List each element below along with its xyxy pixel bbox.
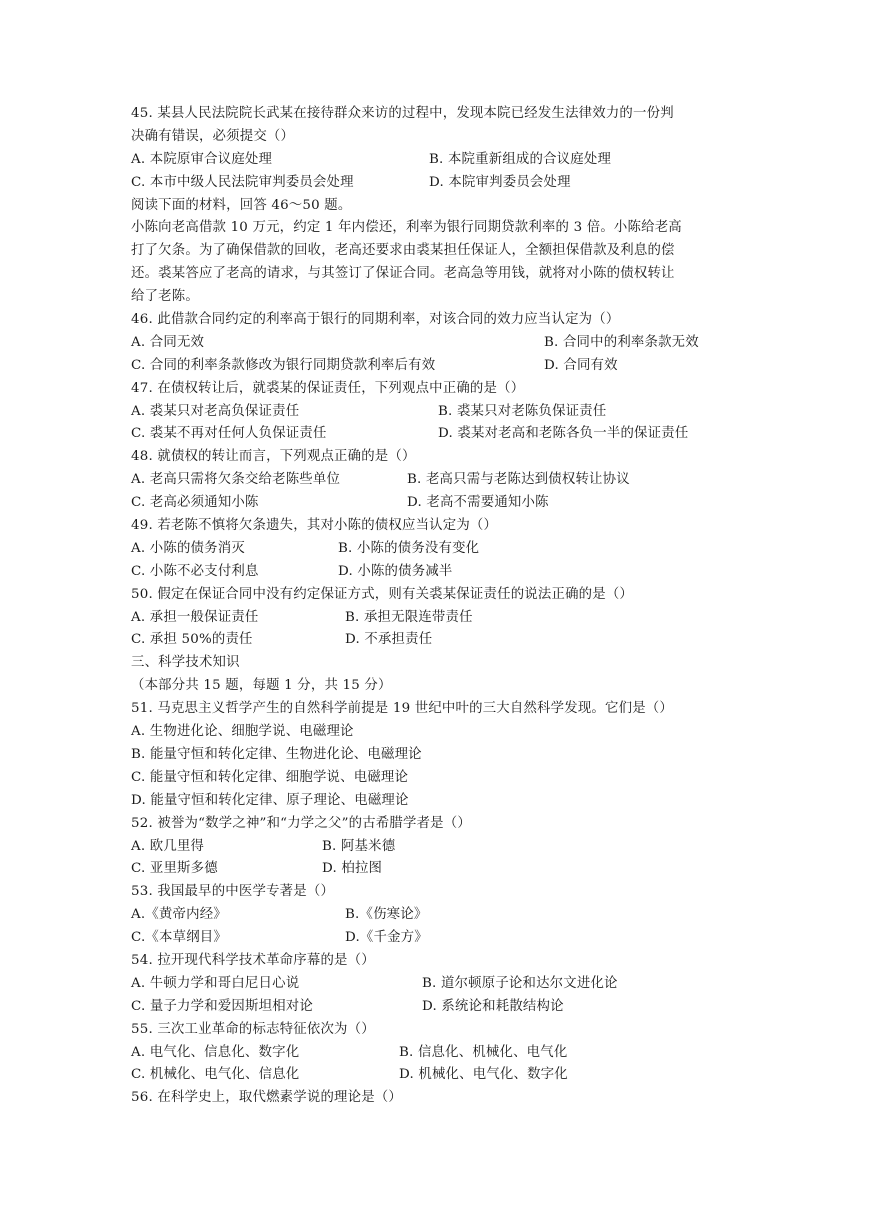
answer-option: A. 合同无效 [131, 334, 205, 350]
answer-option: B. 承担无限连带责任 [345, 609, 473, 625]
option-row [131, 858, 751, 881]
answer-option: C. 老高必须通知小陈 [131, 495, 259, 511]
answer-option: B. 裘某只对老陈负保证责任 [438, 403, 607, 419]
answer-option: A. 牛顿力学和哥白尼日心说 [131, 975, 300, 991]
option-row [131, 538, 751, 561]
answer-option: B. 信息化、机械化、电气化 [399, 1044, 568, 1060]
option-row [131, 401, 751, 424]
answer-option: B. 老高只需与老陈达到债权转让协议 [407, 472, 630, 488]
option-row [131, 561, 751, 584]
option-row [131, 423, 751, 446]
answer-option: C. 亚里斯多德 [131, 861, 218, 877]
text-line: 52. 被誉为“数学之神”和“力学之父”的古希腊学者是（） [131, 815, 471, 831]
answer-option: A. 本院原审合议庭处理 [131, 151, 273, 167]
text-line: 小陈向老高借款 10 万元，约定 1 年内偿还，利率为银行同期贷款利率的 3 倍。小陈给老高 [131, 220, 682, 236]
answer-option: A. 裘某只对老高负保证责任 [131, 403, 300, 419]
answer-option: D. 合同有效 [544, 357, 618, 373]
text-line: 打了欠条。为了确保借款的回收，老高还要求由裘某担任保证人，全额担保借款及利息的偿 [131, 243, 675, 259]
exam-page [131, 103, 751, 1110]
text-line: 50. 假定在保证合同中没有约定保证方式，则有关裘某保证责任的说法正确的是（） [131, 586, 634, 602]
option-row [131, 996, 751, 1019]
text-line: 53. 我国最早的中医学专著是（） [131, 884, 335, 900]
text-line: C. 能量守恒和转化定律、细胞学说、电磁理论 [131, 769, 409, 785]
answer-option: A. 小陈的债务消灭 [131, 540, 245, 556]
text-line: 54. 拉开现代科学技术革命序幕的是（） [131, 952, 375, 968]
answer-option: D. 柏拉图 [322, 861, 383, 877]
text-line: 给了老陈。 [131, 289, 199, 305]
answer-option: B. 道尔顿原子论和达尔文进化论 [422, 975, 618, 991]
text-line: 49. 若老陈不慎将欠条遗失，其对小陈的债权应当认定为（） [131, 518, 498, 534]
text-line: 决确有错误，必须提交（） [131, 128, 295, 144]
text-line: 阅读下面的材料，回答 46～50 题。 [131, 197, 352, 213]
answer-option: B. 小陈的债务没有变化 [338, 540, 480, 556]
answer-option: B.《伤寒论》 [345, 907, 428, 923]
answer-option: D. 本院审判委员会处理 [429, 174, 571, 190]
text-line: A. 生物进化论、细胞学说、电磁理论 [131, 724, 354, 740]
option-row [131, 172, 751, 195]
option-row [131, 1042, 751, 1065]
answer-option: B. 阿基米德 [322, 838, 396, 854]
answer-option: D.《千金方》 [345, 930, 428, 946]
option-row [131, 332, 751, 355]
answer-option: D. 小陈的债务减半 [338, 563, 453, 579]
text-line: 51. 马克思主义哲学产生的自然科学前提是 19 世纪中叶的三大自然科学发现。它们是（） [131, 701, 673, 717]
answer-option: B. 本院重新组成的合议庭处理 [429, 151, 612, 167]
option-row [131, 492, 751, 515]
option-row [131, 904, 751, 927]
answer-option: C. 机械化、电气化、信息化 [131, 1067, 300, 1083]
answer-option: A. 电气化、信息化、数字化 [131, 1044, 300, 1060]
answer-option: A.《黄帝内经》 [131, 907, 227, 923]
answer-option: C.《本草纲目》 [131, 930, 227, 946]
option-row [131, 836, 751, 859]
answer-option: C. 承担 50%的责任 [131, 632, 253, 648]
answer-option: A. 承担一般保证责任 [131, 609, 259, 625]
text-line: B. 能量守恒和转化定律、生物进化论、电磁理论 [131, 746, 422, 762]
text-line: 还。裘某答应了老高的请求，与其签订了保证合同。老高急等用钱，就将对小陈的债权转让 [131, 266, 675, 282]
answer-option: B. 合同中的利率条款无效 [544, 334, 699, 350]
answer-option: A. 老高只需将欠条交给老陈些单位 [131, 472, 341, 488]
answer-option: C. 小陈不必支付利息 [131, 563, 259, 579]
text-line: 三、科学技术知识 [131, 655, 240, 671]
answer-option: D. 机械化、电气化、数字化 [399, 1067, 568, 1083]
option-row [131, 149, 751, 172]
answer-option: C. 合同的利率条款修改为银行同期贷款利率后有效 [131, 357, 436, 373]
text-line: D. 能量守恒和转化定律、原子理论、电磁理论 [131, 792, 409, 808]
option-row [131, 973, 751, 996]
answer-option: D. 不承担责任 [345, 632, 433, 648]
answer-option: C. 裘某不再对任何人负保证责任 [131, 426, 327, 442]
option-row [131, 607, 751, 630]
text-line: 47. 在债权转让后，就裘某的保证责任，下列观点中正确的是（） [131, 380, 525, 396]
answer-option: D. 裘某对老高和老陈各负一半的保证责任 [438, 426, 689, 442]
answer-option: D. 老高不需要通知小陈 [407, 495, 549, 511]
text-line: 45. 某县人民法院院长武某在接待群众来访的过程中，发现本院已经发生法律效力的一份判 [131, 106, 674, 121]
answer-option: C. 本市中级人民法院审判委员会处理 [131, 174, 354, 190]
option-row [131, 927, 751, 950]
text-line: 46. 此借款合同约定的利率高于银行的同期利率，对该合同的效力应当认定为（） [131, 312, 620, 328]
text-line: （本部分共 15 题，每题 1 分，共 15 分） [131, 678, 392, 694]
text-line: 56. 在科学史上，取代燃素学说的理论是（） [131, 1090, 402, 1106]
option-row [131, 1064, 751, 1087]
text-line: 48. 就债权的转让而言，下列观点正确的是（） [131, 449, 416, 465]
option-row [131, 355, 751, 378]
option-row [131, 469, 751, 492]
answer-option: C. 量子力学和爱因斯坦相对论 [131, 998, 313, 1014]
answer-option: D. 系统论和耗散结构论 [422, 998, 564, 1014]
text-line: 55. 三次工业革命的标志特征依次为（） [131, 1021, 375, 1037]
answer-option: A. 欧几里得 [131, 838, 205, 854]
option-row [131, 629, 751, 652]
